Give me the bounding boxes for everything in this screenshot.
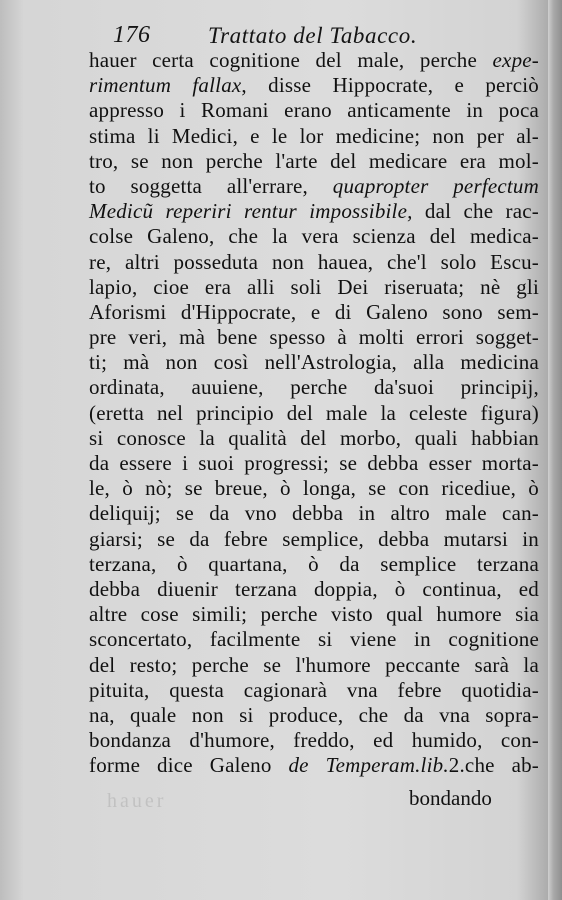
text-line xyxy=(89,350,539,375)
text-segment: terzana, ò quartana, ò da semplice terzana xyxy=(89,551,539,576)
text-segment: giarsi; se da febre semplice, debba mutarsi in xyxy=(89,526,539,551)
text-line xyxy=(89,703,539,728)
text-line xyxy=(89,300,539,325)
text-line xyxy=(89,224,539,249)
text-segment: tro, se non perche l'arte del medicare era mol- xyxy=(89,148,539,173)
text-segment: debba diuenir terzana doppia, ò continua, ed xyxy=(89,576,539,601)
text-segment: pituita, questa cagionarà vna febre quotidia- xyxy=(89,677,539,702)
text-segment: to soggetta all'errare, xyxy=(89,173,333,198)
body-text xyxy=(89,48,539,778)
text-line xyxy=(89,124,539,149)
text-segment: pre veri, mà bene spesso à molti errori sogget- xyxy=(89,325,539,350)
text-line xyxy=(89,426,539,451)
page-edge-shadow xyxy=(548,0,562,900)
text-segment: le, ò nò; se breue, ò longa, se con ricediue, ò xyxy=(89,476,539,501)
text-segment: del resto; perche se l'humore peccante sarà la xyxy=(89,652,539,677)
text-segment: lapio, cioe era alli soli Dei riseruata; nè gli xyxy=(89,274,539,299)
text-segment: na, quale non si produce, che da vna sopra- xyxy=(89,702,539,727)
page-number: 176 xyxy=(113,22,151,48)
show-through-bleed: hauer xyxy=(107,790,167,812)
italic-segment: rimentum fallax xyxy=(89,73,242,98)
text-line xyxy=(89,199,539,224)
text-segment: 2.che ab- xyxy=(448,753,539,778)
text-line xyxy=(89,527,539,552)
text-segment: stima li Medici, e le lor medicine; non per al- xyxy=(89,123,539,148)
text-segment: ordinata, auuiene, perche da'suoi principij, xyxy=(89,375,539,400)
text-segment: forme dice Galeno xyxy=(89,753,289,778)
text-segment: colse Galeno, che la vera scienza del medica- xyxy=(89,224,539,249)
text-segment: , disse Hippocrate, e perciò xyxy=(241,73,539,98)
text-segment: Aforismi d'Hippocrate, e di Galeno sono sem- xyxy=(89,299,539,324)
text-segment: altre cose simili; perche visto qual humore sia xyxy=(89,602,539,627)
text-segment: dal che rac- xyxy=(412,199,539,224)
text-segment: hauer certa cognitione del male, perche xyxy=(89,48,493,72)
text-line xyxy=(89,375,539,400)
text-line xyxy=(89,501,539,526)
text-segment: sconcertato, facilmente si viene in cognitione xyxy=(89,627,539,652)
text-line xyxy=(89,401,539,426)
text-line xyxy=(89,98,539,123)
text-line xyxy=(89,275,539,300)
text-segment: appresso i Romani erano anticamente in poca xyxy=(89,98,539,123)
text-line xyxy=(89,627,539,652)
italic-segment: quapropter perfectum xyxy=(332,173,539,198)
text-segment: deliquij; se da vno debba in altro male can- xyxy=(89,501,539,526)
text-line xyxy=(89,73,539,98)
italic-segment: de Temperam.lib. xyxy=(288,753,449,778)
italic-segment: expe- xyxy=(492,48,539,72)
text-line xyxy=(89,728,539,753)
text-line xyxy=(89,653,539,678)
text-segment: re, altri posseduta non hauea, che'l solo Escu- xyxy=(89,249,539,274)
text-line xyxy=(89,48,539,73)
text-segment: (eretta nel principio del male la celeste figura) xyxy=(89,400,539,425)
text-line xyxy=(89,552,539,577)
text-segment: bondanza d'humore, freddo, ed humido, con- xyxy=(89,728,539,753)
text-line xyxy=(89,325,539,350)
text-line xyxy=(89,250,539,275)
text-line xyxy=(89,602,539,627)
italic-segment: Medicũ reperiri rentur impossibile, xyxy=(89,199,413,224)
text-line xyxy=(89,476,539,501)
running-head: Trattato del Tabacco. xyxy=(208,23,418,48)
text-line xyxy=(89,678,539,703)
text-line xyxy=(89,174,539,199)
text-line xyxy=(89,753,539,778)
text-segment: ti; mà non così nell'Astrologia, alla medicina xyxy=(89,350,539,375)
text-segment: si conosce la qualità del morbo, quali habbian xyxy=(89,425,539,450)
text-line xyxy=(89,577,539,602)
text-line xyxy=(89,451,539,476)
text-line xyxy=(89,149,539,174)
text-segment: da essere i suoi progressi; se debba esser morta- xyxy=(89,451,539,475)
catchword: bondando xyxy=(409,786,492,810)
